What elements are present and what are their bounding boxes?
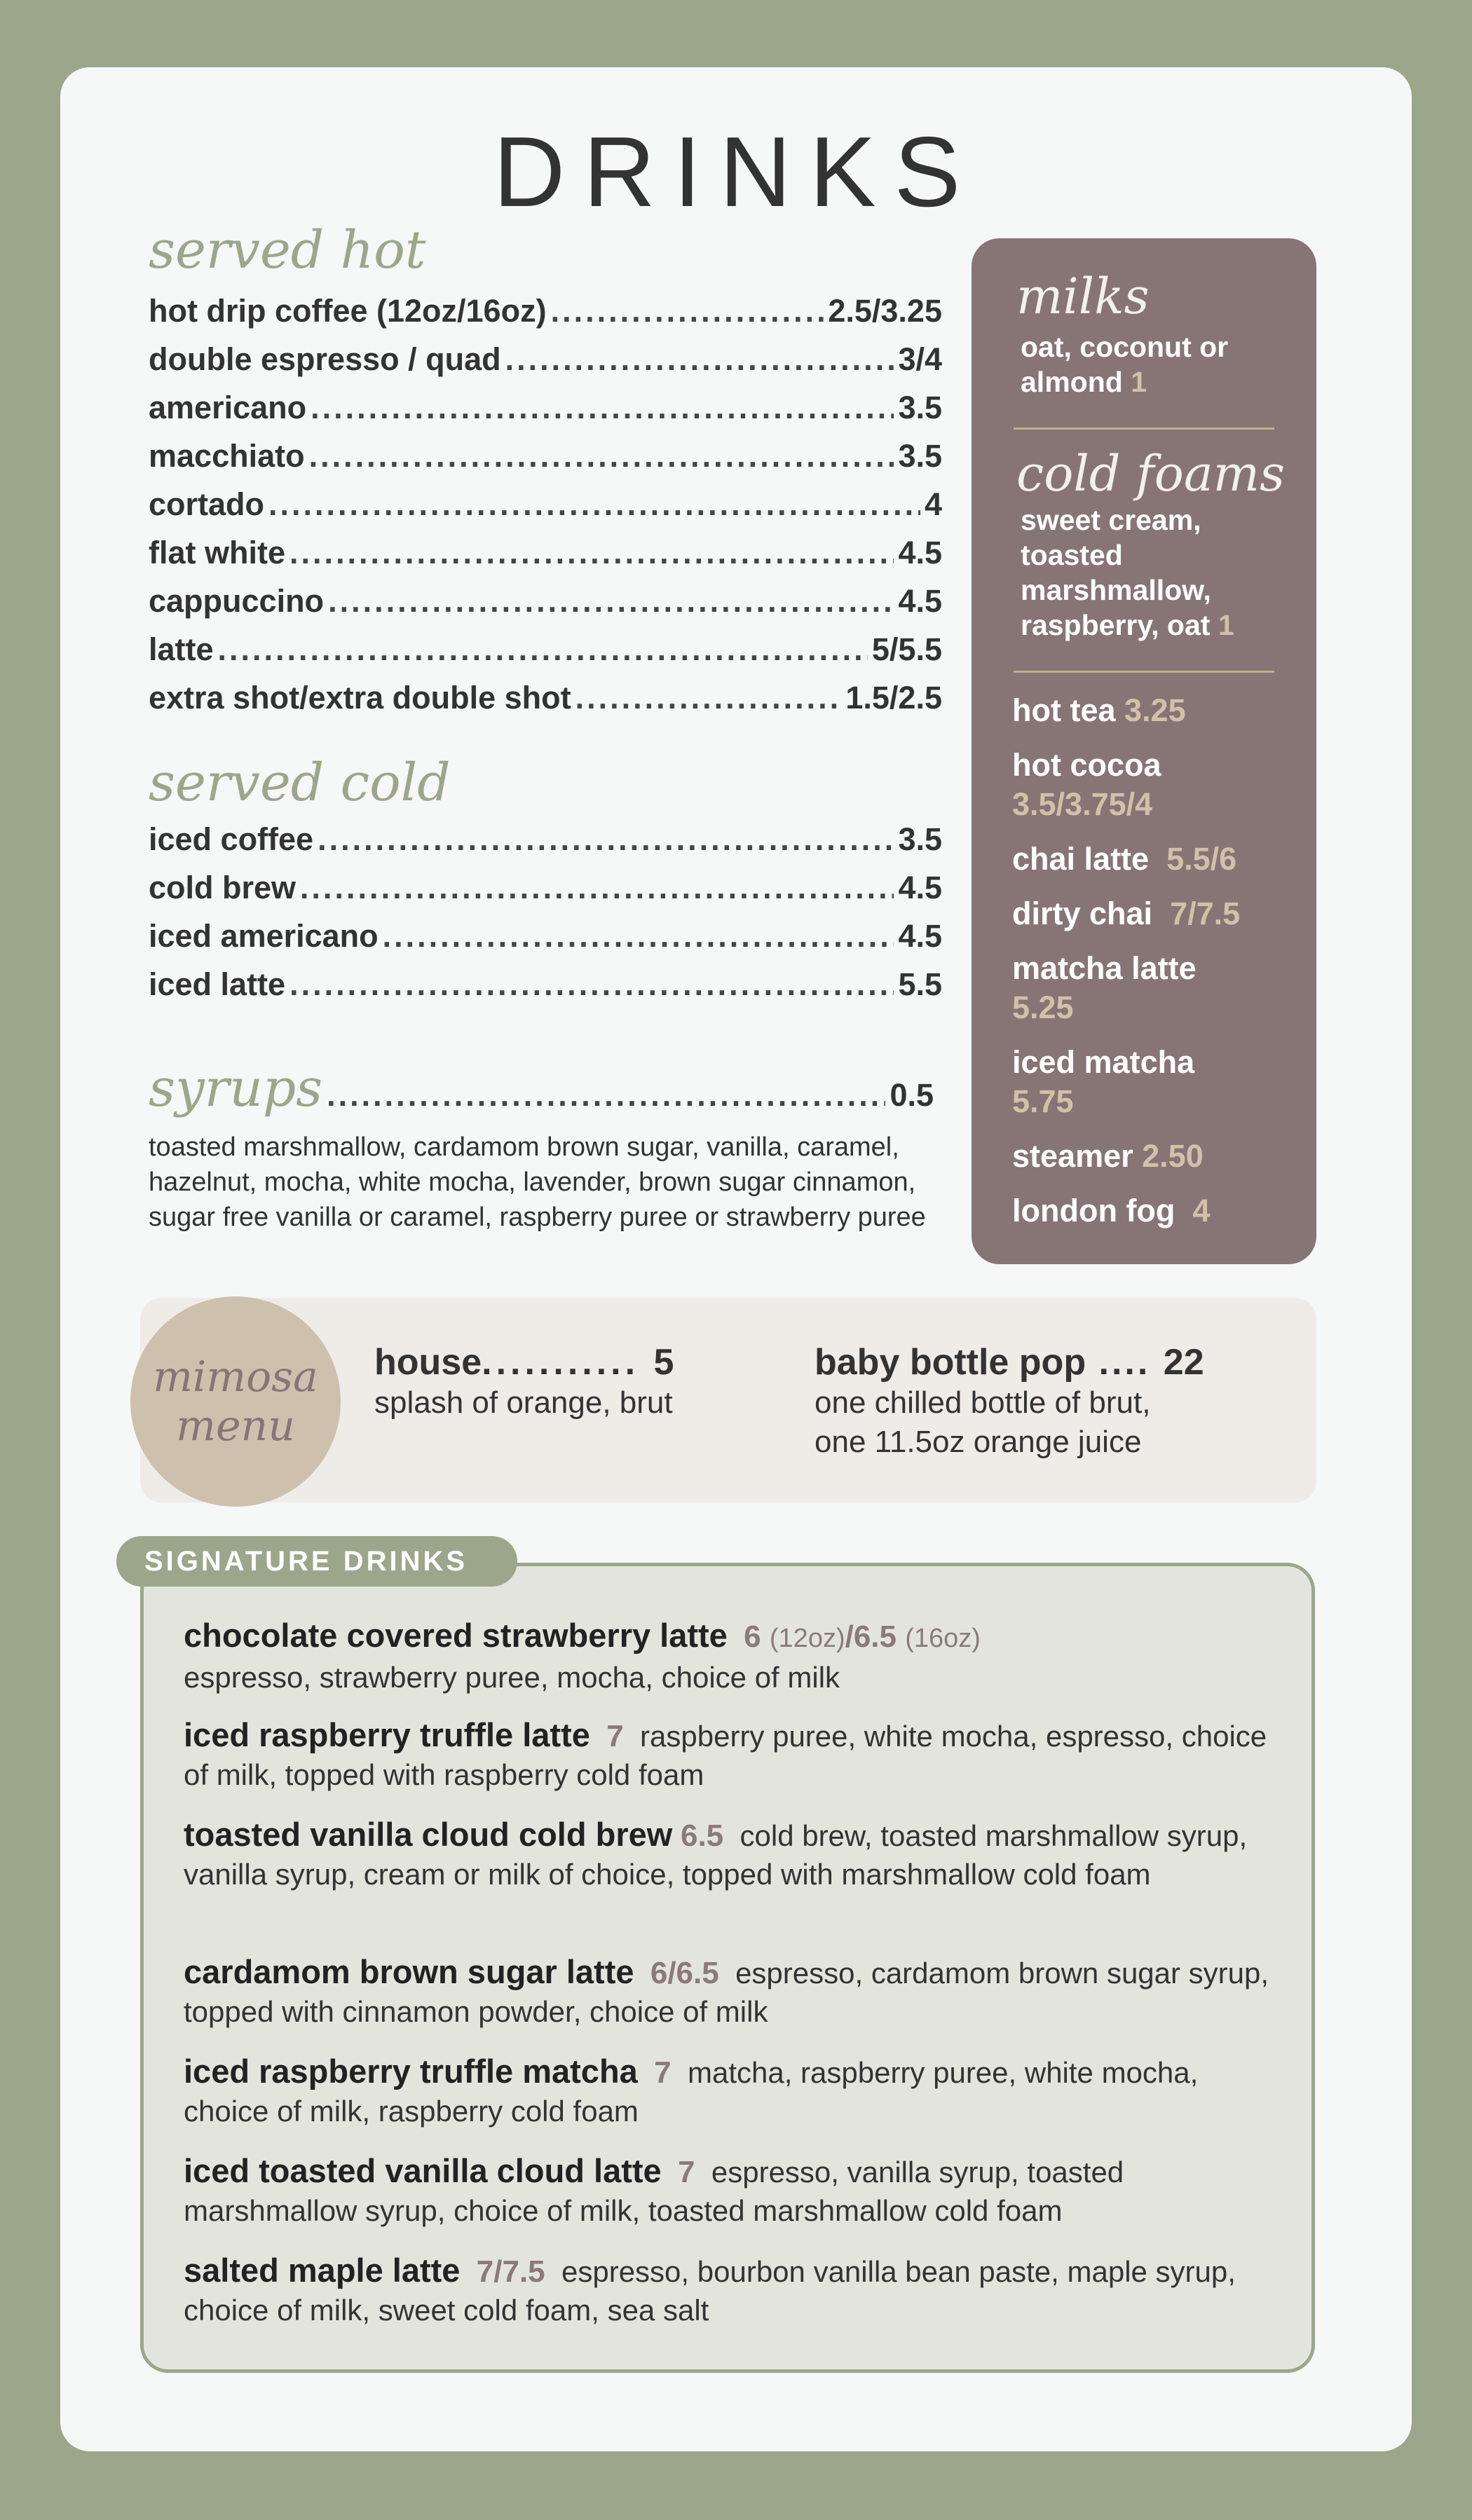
sidebar-item [972, 840, 1316, 879]
syrups-row-wrap [149, 1058, 934, 1121]
item-price: 2.50 [1142, 1138, 1204, 1174]
dot-leader [318, 821, 894, 858]
dot-leader [505, 341, 894, 378]
item-price: 7 [606, 1719, 624, 1753]
item-name: chocolate covered strawberry latte [184, 1617, 728, 1654]
served-cold-heading: served cold [149, 753, 451, 813]
menu-row [149, 390, 942, 438]
item-name: iced latte [149, 966, 286, 1002]
item-description: espresso, vanilla syrup, toasted marshmallow syrup, choice of milk, toasted marshmallow cold foam [184, 2156, 1124, 2227]
cold-foams-text [972, 498, 1316, 643]
item-description: espresso, strawberry puree, mocha, choice of milk [184, 1661, 840, 1694]
divider [1014, 671, 1274, 673]
dot-leader: .... [1086, 1342, 1164, 1383]
sidebar-item [972, 1137, 1316, 1176]
menu-row [149, 438, 942, 486]
item-price: 2.5/3.25 [828, 293, 942, 329]
item-price: 5/5.5 [871, 631, 942, 667]
dot-leader [309, 438, 894, 474]
item-description: espresso, bourbon vanilla bean paste, maple syrup, choice of milk, sweet cold foam, sea salt [184, 2255, 1236, 2327]
item-price: 4.5 [898, 535, 942, 570]
item-price: 6.5 [680, 1819, 724, 1853]
item-name: double espresso / quad [149, 341, 501, 377]
signature-item [184, 1716, 1291, 1794]
signature-item [184, 1815, 1291, 1894]
item-name: iced coffee [149, 821, 314, 857]
mimosa-heading-line2: menu [176, 1402, 295, 1451]
item-description-line2: one 11.5oz orange juice [815, 1425, 1142, 1459]
item-name: cappuccino [149, 583, 325, 619]
menu-row [149, 535, 942, 583]
milks-price: 1 [1131, 366, 1147, 398]
item-name: macchiato [149, 438, 305, 474]
signature-item [184, 1952, 1291, 2031]
menu-row [149, 583, 942, 631]
menu-row [149, 486, 942, 535]
dot-leader [383, 918, 894, 954]
dot-leader: ........... [482, 1342, 654, 1383]
cold-foams-price: 1 [1218, 609, 1234, 641]
item-description: cold brew, toasted marshmallow syrup, vanilla syrup, cream or milk of choice, topped with marshmallow cold foam [184, 1819, 1248, 1891]
item-price: 7 [654, 2055, 672, 2090]
price-a: 6 [744, 1619, 761, 1654]
item-price: 5.5 [898, 966, 942, 1002]
item-price: 3.5 [898, 438, 942, 474]
signature-item [184, 2151, 1291, 2230]
menu-row [149, 631, 942, 680]
item-name: iced raspberry truffle latte [184, 1716, 590, 1753]
item-name: steamer [1012, 1138, 1133, 1174]
item-price: 7/7.5 [476, 2254, 545, 2289]
item-price: 4.5 [898, 870, 942, 905]
item-price: 5.5/6 [1166, 841, 1237, 877]
item-price: 4 [924, 486, 942, 522]
item-description: splash of orange, brut [374, 1385, 673, 1420]
dot-leader [289, 535, 894, 571]
milks-heading: milks [1016, 268, 1150, 325]
item-price: 3.25 [1124, 692, 1186, 728]
signature-item [184, 1616, 1291, 1697]
mimosa-heading-line1: mimosa [153, 1353, 318, 1402]
size-b: (16oz) [905, 1624, 981, 1653]
item-name: cardamom brown sugar latte [184, 1953, 634, 1990]
item-price: 5 [653, 1342, 674, 1383]
dot-leader [327, 1077, 885, 1114]
price-b: /6.5 [845, 1619, 897, 1654]
menu-row [149, 680, 942, 728]
dot-leader [551, 293, 824, 329]
menu-row [149, 293, 942, 341]
milks-options: oat, coconut or almond [1021, 331, 1229, 398]
item-name: americano [149, 390, 307, 425]
cold-foams-options: sweet cream, toasted marshmallow, raspberry, oat [1021, 504, 1211, 641]
dot-leader [328, 583, 894, 619]
item-price: 4.5 [898, 918, 942, 954]
item-description: raspberry puree, white mocha, espresso, choice of milk, topped with raspberry cold foam [184, 1720, 1267, 1791]
item-description: matcha, raspberry puree, white mocha, choice of milk, raspberry cold foam [184, 2056, 1199, 2128]
milks-text [972, 321, 1316, 399]
menu-row [149, 341, 942, 390]
sidebar-item [972, 894, 1316, 933]
item-price: 7 [678, 2155, 695, 2189]
mimosa-house [374, 1341, 674, 1423]
menu-row [149, 870, 942, 918]
item-price: 3.5 [898, 821, 942, 857]
item-name: iced matcha [1012, 1044, 1195, 1080]
sidebar-item [972, 746, 1316, 824]
item-name: chai latte [1012, 841, 1150, 877]
item-name: toasted vanilla cloud cold brew [184, 1816, 673, 1853]
dot-leader [300, 870, 894, 906]
item-name: latte [149, 631, 214, 667]
item-price: 3/4 [898, 341, 942, 377]
item-price: 5.25 [1012, 989, 1074, 1025]
page-title: DRINKS [493, 116, 979, 228]
item-price: 1.5/2.5 [845, 680, 942, 715]
mimosa-badge [130, 1296, 341, 1507]
menu-row [149, 966, 942, 1015]
item-price [744, 1619, 981, 1654]
mimosa-baby-title [815, 1341, 1204, 1383]
sidebar-item [972, 691, 1316, 730]
served-hot-list [149, 293, 942, 728]
item-name: extra shot/extra double shot [149, 680, 571, 715]
sidebar-item [972, 1043, 1316, 1121]
sidebar-item [972, 949, 1316, 1027]
menu-row [149, 821, 942, 870]
dot-leader [268, 486, 920, 523]
item-price: 4.5 [898, 583, 942, 619]
item-name: hot tea [1012, 692, 1116, 728]
item-name: london fog [1012, 1193, 1175, 1228]
dot-leader [575, 680, 842, 716]
sidebar-panel [972, 238, 1316, 1264]
syrups-price: 0.5 [890, 1077, 934, 1113]
dot-leader [311, 390, 894, 426]
signature-tab: SIGNATURE DRINKS [116, 1536, 517, 1587]
size-a: (12oz) [769, 1624, 845, 1653]
item-name: house [374, 1342, 482, 1383]
item-name: iced raspberry truffle matcha [184, 2053, 638, 2090]
item-name: iced americano [149, 918, 379, 954]
item-price: 3.5 [898, 390, 942, 425]
dot-leader [218, 631, 868, 668]
item-name: salted maple latte [184, 2252, 461, 2289]
syrups-heading: syrups [149, 1058, 323, 1118]
item-description-line1: one chilled bottle of brut, [815, 1385, 1151, 1420]
signature-item [184, 2052, 1291, 2130]
item-name: matcha latte [1012, 950, 1197, 986]
served-cold-list [149, 821, 942, 1015]
dot-leader [289, 966, 894, 1003]
mimosa-house-title [374, 1341, 674, 1383]
item-price: 7/7.5 [1170, 896, 1241, 931]
item-name: cold brew [149, 870, 297, 905]
item-price: 6/6.5 [650, 1956, 719, 1990]
item-name: hot drip coffee (12oz/16oz) [149, 293, 547, 329]
syrups-description: toasted marshmallow, cardamom brown sugar, vanilla, caramel, hazelnut, mocha, white mocha, lavender, brown sugar cinnamon, sugar free vanilla or caramel, raspberry puree or strawberry puree [149, 1132, 926, 1232]
item-name: cortado [149, 486, 265, 522]
item-description: espresso, cardamom brown sugar syrup, topped with cinnamon powder, choice of milk [184, 1957, 1269, 2028]
menu-row [149, 918, 942, 966]
item-name: flat white [149, 535, 286, 570]
item-name: baby bottle pop [815, 1342, 1086, 1383]
sidebar-item [972, 1191, 1316, 1231]
syrups-row [149, 1058, 934, 1121]
item-price: 22 [1163, 1342, 1204, 1383]
cold-foams-heading: cold foams [1016, 445, 1285, 502]
item-price: 4 [1192, 1193, 1211, 1228]
item-price: 5.75 [1012, 1083, 1074, 1119]
served-hot-heading: served hot [149, 220, 426, 280]
item-name: iced toasted vanilla cloud latte [184, 2152, 662, 2189]
item-name: hot cocoa [1012, 747, 1161, 783]
mimosa-baby-bottle [815, 1341, 1204, 1462]
item-price: 3.5/3.75/4 [1012, 786, 1153, 822]
signature-item [184, 2251, 1291, 2329]
item-name: dirty chai [1012, 896, 1153, 931]
